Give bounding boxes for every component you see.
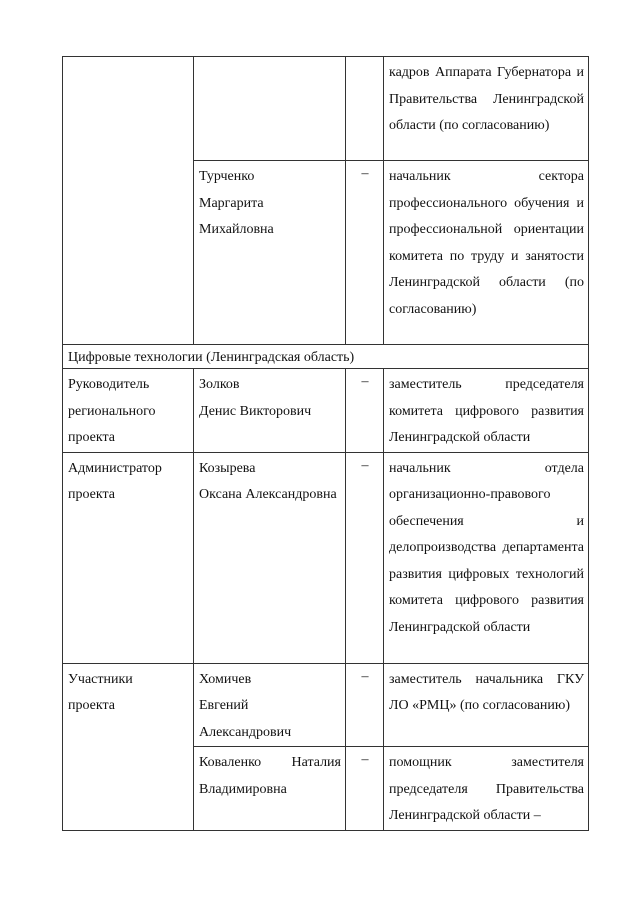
position-cell: заместитель председателя комитета цифрового развития Ленинградской области (384, 369, 589, 453)
section-row (63, 345, 589, 369)
position-cell: начальник отдела организационно-правового обеспечения и делопроизводства департамента развития цифровых технологий комитета цифрового развития Ленинградской области (384, 452, 589, 663)
role-cell: Руководитель регионального проекта (63, 369, 194, 453)
role-cell: Администратор проекта (63, 452, 194, 663)
position-cell: начальник сектора профессионального обучения и профессиональной ориентации комитета по труду и занятости Ленинградской области (по согласованию) (384, 161, 589, 345)
table-row (63, 369, 589, 453)
dash-cell: – (346, 747, 384, 831)
role-cell (63, 57, 194, 345)
name-cell: Турченко Маргарита Михайловна (194, 161, 346, 345)
table-row (63, 452, 589, 663)
name-cell: Золков Денис Викторович (194, 369, 346, 453)
section-title: Цифровые технологии (Ленинградская область) (68, 350, 355, 365)
dash-cell: – (346, 452, 384, 663)
name-cell: Козырева Оксана Александровна (194, 452, 346, 663)
position-cell: кадров Аппарата Губернатора и Правительства Ленинградской области (по согласованию) (384, 57, 589, 161)
table-row (63, 663, 589, 747)
name-cell: Хомичев Евгений Александрович (194, 663, 346, 747)
position-cell: заместитель начальника ГКУ ЛО «РМЦ» (по согласованию) (384, 663, 589, 747)
role-cell: Участники проекта (63, 663, 194, 830)
dash-cell: – (346, 369, 384, 453)
dash-cell: – (346, 161, 384, 345)
project-team-table (62, 56, 589, 831)
dash-cell (346, 57, 384, 161)
table-row (63, 57, 589, 161)
name-cell: Коваленко Наталия Владимировна (194, 747, 346, 831)
dash-cell: – (346, 663, 384, 747)
position-cell: помощник заместителя председателя Правительства Ленинградской области – (384, 747, 589, 831)
section-title-cell (63, 345, 589, 369)
name-cell (194, 57, 346, 161)
